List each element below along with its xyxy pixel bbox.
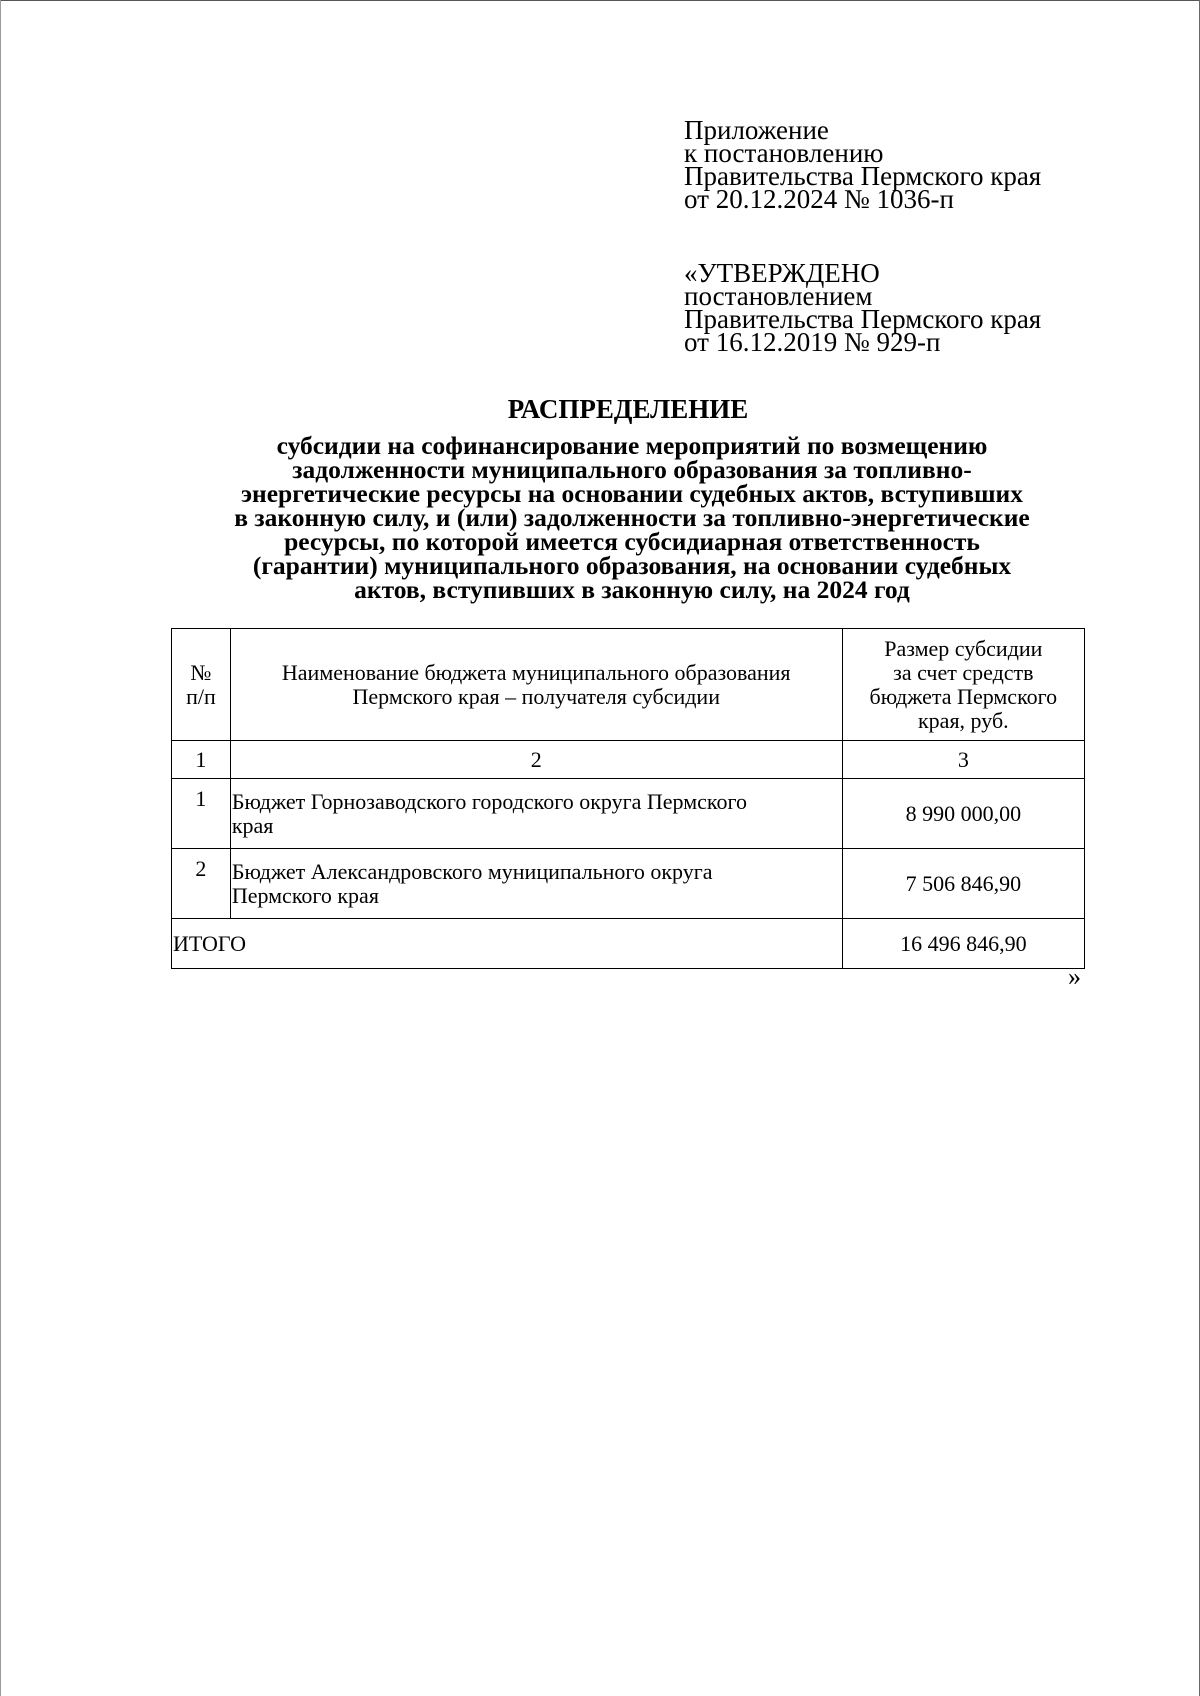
document-title: РАСПРЕДЕЛЕНИЕ xyxy=(507,394,749,424)
header-cell-number xyxy=(172,629,231,741)
approval-line: Правительства Пермского края xyxy=(684,304,1042,334)
appendix-line: к постановлению xyxy=(684,138,884,168)
header-text: Размер субсидии xyxy=(884,635,1043,661)
column-index-cell: 3 xyxy=(842,741,1084,779)
header-text: бюджета Пермского xyxy=(869,683,1058,709)
header-text: п/п xyxy=(186,683,216,709)
column-index-row xyxy=(172,741,1085,779)
page-edge-left xyxy=(0,0,1,1696)
total-amount: 16 496 846,90 xyxy=(842,919,1084,969)
budget-name-line: Пермского края xyxy=(231,882,379,908)
appendix-line: Приложение xyxy=(684,115,829,145)
total-label: ИТОГО xyxy=(172,919,843,969)
document-subtitle xyxy=(182,431,1082,604)
appendix-header xyxy=(684,115,1042,214)
subtitle-line: актов, вступивших в законную силу, на 2024 год xyxy=(354,575,910,604)
appendix-line: от 20.12.2024 № 1036-п xyxy=(684,184,954,214)
table-row xyxy=(172,849,1085,919)
budget-name-cell xyxy=(230,779,842,849)
header-text: Пермского края – получателя субсидии xyxy=(352,683,720,709)
appendix-line: Правительства Пермского края xyxy=(684,161,1042,191)
amount-cell: 8 990 000,00 xyxy=(842,779,1084,849)
table-header-row xyxy=(172,629,1085,741)
row-number-cell: 2 xyxy=(172,849,231,919)
subtitle-line: (гарантии) муниципального образования, на основании судебных xyxy=(252,551,1012,580)
subtitle-line: субсидии на софинансирование мероприятий по возмещению xyxy=(276,431,988,460)
header-cell-name xyxy=(230,629,842,741)
page-edge-top xyxy=(0,0,1200,1)
subtitle-line: в законную силу, и (или) задолженности за топливно-энергетические xyxy=(234,503,1030,532)
approval-line: постановлением xyxy=(684,281,873,311)
budget-name-line: Бюджет Александровского муниципального округа xyxy=(231,858,713,884)
header-text: Наименование бюджета муниципального образования xyxy=(281,659,791,685)
subtitle-line: энергетические ресурсы на основании судебных актов, вступивших xyxy=(241,479,1023,508)
header-text: края, руб. xyxy=(917,707,1009,733)
row-number-cell: 1 xyxy=(172,779,231,849)
column-index-cell: 1 xyxy=(172,741,231,779)
closing-quote-mark: » xyxy=(1068,962,1081,991)
budget-name-line: края xyxy=(231,812,274,838)
column-index-cell: 2 xyxy=(230,741,842,779)
header-text: № xyxy=(190,659,212,685)
approval-header xyxy=(684,258,1042,357)
header-cell-amount xyxy=(842,629,1084,741)
approval-line: от 16.12.2019 № 929-п xyxy=(684,327,941,357)
budget-name-cell xyxy=(230,849,842,919)
approval-line: «УТВЕРЖДЕНО xyxy=(684,258,880,288)
subtitle-line: задолженности муниципального образования за топливно- xyxy=(292,455,972,484)
header-text: за счет средств xyxy=(893,659,1034,685)
table-row xyxy=(172,779,1085,849)
subtitle-line: ресурсы, по которой имеется субсидиарная ответственность xyxy=(284,527,980,556)
amount-cell: 7 506 846,90 xyxy=(842,849,1084,919)
distribution-table xyxy=(171,628,1085,969)
total-row xyxy=(172,919,1085,969)
budget-name-line: Бюджет Горнозаводского городского округа Пермского xyxy=(231,788,747,814)
